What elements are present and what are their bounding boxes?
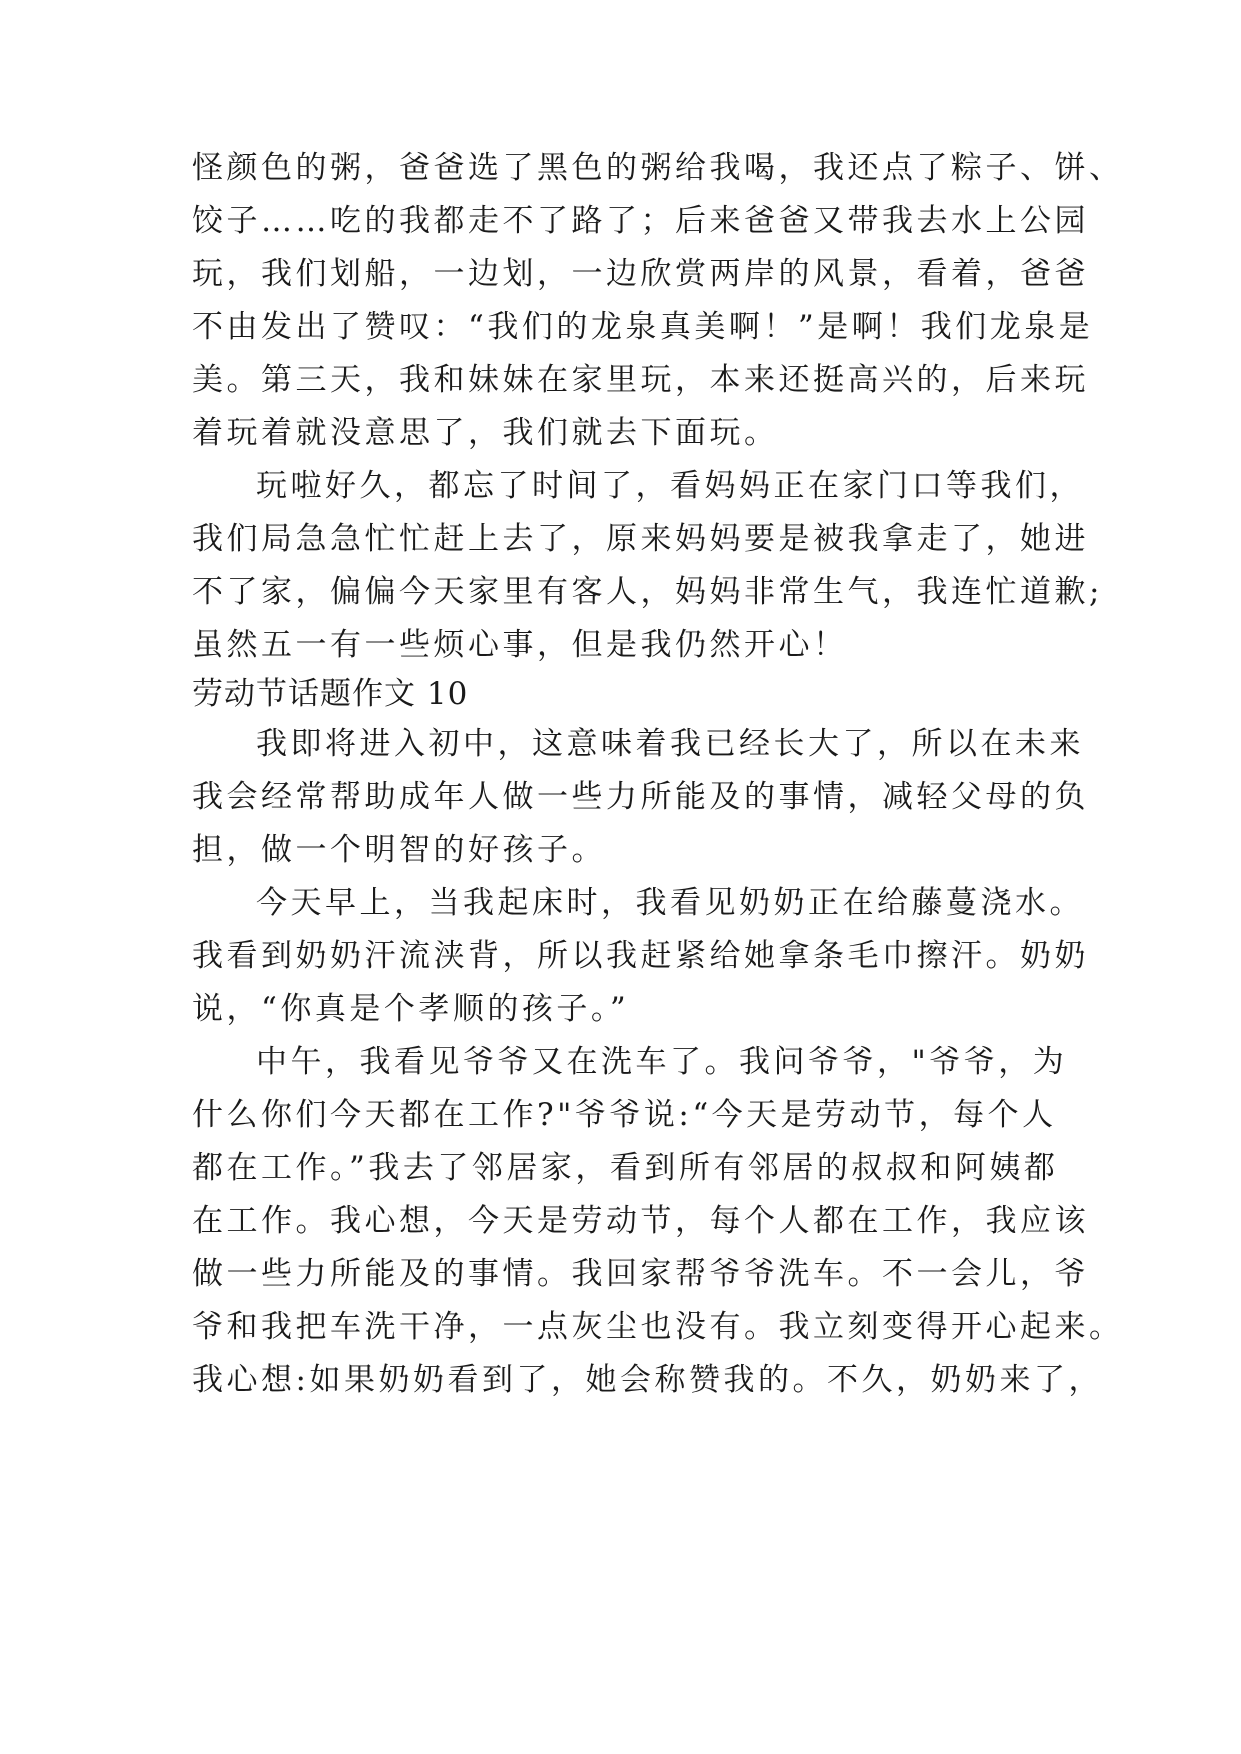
paragraph-line: 怪颜色的粥，爸爸选了黑色的粥给我喝，我还点了粽子、饼、	[192, 150, 1124, 186]
paragraph-line: 今天早上，当我起床时，我看见奶奶正在给藤蔓浇水。	[256, 885, 1084, 921]
paragraph-line: 中午，我看见爷爷又在洗车了。我问爷爷，"爷爷，为	[256, 1044, 1068, 1080]
section-heading: 劳动节话题作文 10	[192, 676, 469, 712]
paragraph-line: 我们局急急忙忙赶上去了，原来妈妈要是被我拿走了，她进	[192, 521, 1089, 557]
paragraph-line: 着玩着就没意思了，我们就去下面玩。	[192, 415, 779, 451]
paragraph-line: 玩啦好久，都忘了时间了，看妈妈正在家门口等我们，	[256, 468, 1084, 504]
paragraph-line: 担，做一个明智的好孩子。	[192, 832, 606, 868]
paragraph-line: 不了家，偏偏今天家里有客人，妈妈非常生气，我连忙道歉;	[192, 574, 1103, 610]
paragraph-line: 在工作。我心想，今天是劳动节，每个人都在工作，我应该	[192, 1203, 1089, 1239]
paragraph-line: 我心想:如果奶奶看到了，她会称赞我的。不久，奶奶来了，	[192, 1362, 1103, 1398]
paragraph-line: 玩，我们划船，一边划，一边欣赏两岸的风景，看着，爸爸	[192, 256, 1089, 292]
paragraph-line: 美。第三天，我和妹妹在家里玩，本来还挺高兴的，后来玩	[192, 362, 1089, 398]
paragraph-line: 都在工作。”我去了邻居家，看到所有邻居的叔叔和阿姨都	[192, 1150, 1059, 1186]
paragraph-line: 做一些力所能及的事情。我回家帮爷爷洗车。不一会儿，爷	[192, 1256, 1089, 1292]
paragraph-line: 什么你们今天都在工作?"爷爷说:“今天是劳动节，每个人	[192, 1097, 1057, 1133]
paragraph-line: 饺子……吃的我都走不了路了；后来爸爸又带我去水上公园	[192, 203, 1089, 239]
paragraph-line: 爷和我把车洗干净，一点灰尘也没有。我立刻变得开心起来。	[192, 1309, 1124, 1345]
paragraph-line: 不由发出了赞叹：“我们的龙泉真美啊！”是啊！我们龙泉是	[192, 309, 1094, 345]
paragraph-line: 说，“你真是个孝顺的孩子。”	[192, 991, 630, 1027]
paragraph-line: 我会经常帮助成年人做一些力所能及的事情，减轻父母的负	[192, 779, 1089, 815]
paragraph-line: 我即将进入初中，这意味着我已经长大了，所以在未来	[256, 726, 1084, 762]
paragraph-line: 我看到奶奶汗流浃背，所以我赶紧给她拿条毛巾擦汗。奶奶	[192, 938, 1089, 974]
paragraph-line: 虽然五一有一些烦心事，但是我仍然开心！	[192, 627, 848, 663]
